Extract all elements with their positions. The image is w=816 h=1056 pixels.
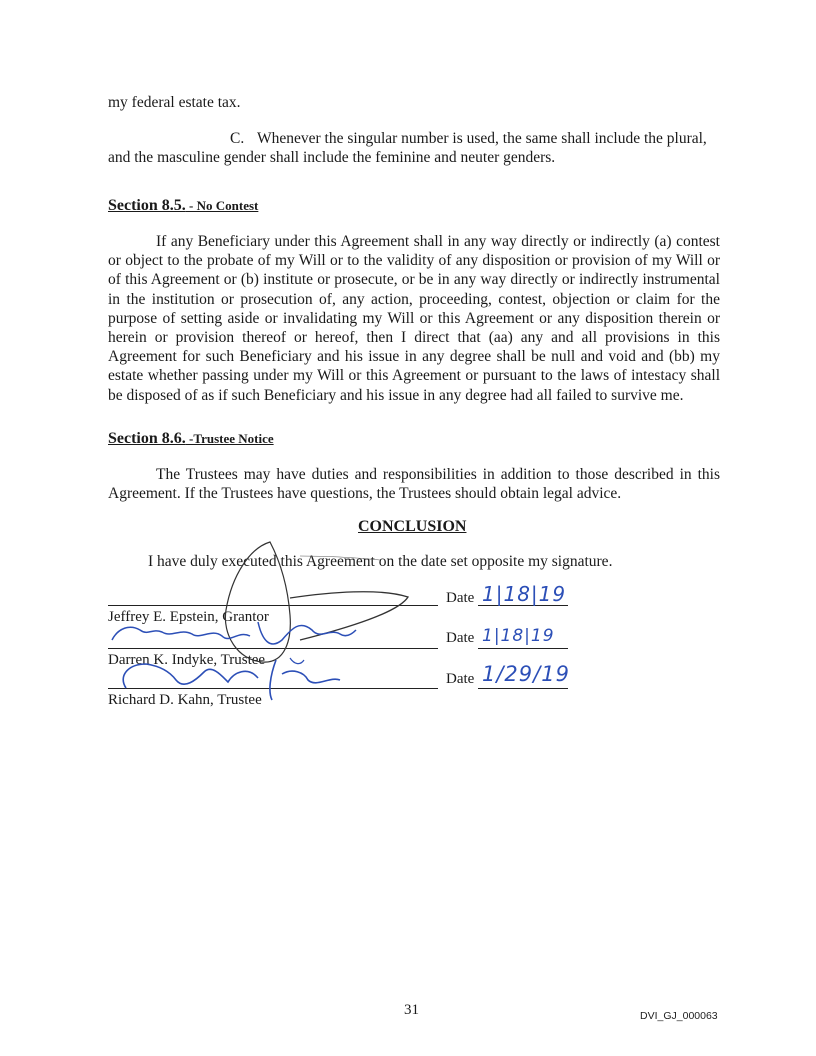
handwritten-date-trustee-2: 1/29/19: [482, 662, 570, 686]
conclusion-heading: CONCLUSION: [358, 518, 467, 535]
section-8-6-body: The Trustees may have duties and responsibilities in addition to those described in this Agreement. If the Trustees have questions, the Trustees should obtain legal advice.: [108, 466, 720, 503]
date-label-grantor: Date: [446, 590, 475, 606]
section-8-5-number: Section 8.5.: [108, 197, 186, 214]
section-8-6-title: -Trustee Notice: [185, 431, 274, 446]
clause-c-line-2: and the masculine gender shall include the feminine and neuter genders.: [108, 149, 556, 166]
handwritten-date-grantor: 1|18|19: [482, 582, 567, 606]
date-line-trustee-1: [478, 648, 568, 649]
signature-line-trustee-2: [108, 688, 438, 689]
signer-name-trustee-1: Darren K. Indyke, Trustee: [108, 652, 266, 668]
date-label-trustee-1: Date: [446, 630, 475, 646]
signature-line-trustee-1: [108, 648, 438, 649]
signer-name-grantor: Jeffrey E. Epstein, Grantor: [108, 609, 269, 625]
conclusion-statement: I have duly executed this Agreement on the date set opposite my signature.: [148, 553, 613, 570]
date-line-trustee-2: [478, 688, 568, 689]
signature-line-grantor: [108, 605, 438, 606]
page-number: 31: [404, 1002, 419, 1018]
bates-number: DVI_GJ_000063: [640, 1010, 718, 1022]
section-8-5-heading: [108, 197, 258, 215]
clause-c-label: C.: [230, 130, 245, 147]
handwritten-date-trustee-1: 1|18|19: [482, 626, 555, 646]
signer-name-trustee-2: Richard D. Kahn, Trustee: [108, 692, 262, 708]
date-label-trustee-2: Date: [446, 671, 475, 687]
section-8-6-heading: [108, 430, 274, 448]
section-8-6-number: Section 8.6.: [108, 430, 186, 447]
section-8-5-title: - No Contest: [185, 198, 259, 213]
signature-grantor-stroke-2: [290, 592, 408, 640]
section-8-5-body: If any Beneficiary under this Agreement shall in any way directly or indirectly (a) contest or object to the probate of my Will or to the validity of any disposition or provision of my Will or of this Agreement or (b) institute or prosecute, or be in any way directly or indirectly instrumental in the institution or prosecution of, any action, proceeding, contest, objection or claim for the purpose of setting aside or invalidating my Will or this Agreement or any disposition therein or herein or provision thereof or hereof, then I direct that (aa) any and all provisions in this Agreement for such Beneficiary and his issue in any degree shall be null and void and (bb) my estate whether passing under my Will or this Agreement or pursuant to the laws of intestacy shall be disposed of as if such Beneficiary and his issue in any degree had all failed to survive me.: [108, 233, 720, 404]
continuation-text: my federal estate tax.: [108, 94, 241, 111]
clause-c-line-1: Whenever the singular number is used, the same shall include the plural,: [257, 130, 707, 147]
